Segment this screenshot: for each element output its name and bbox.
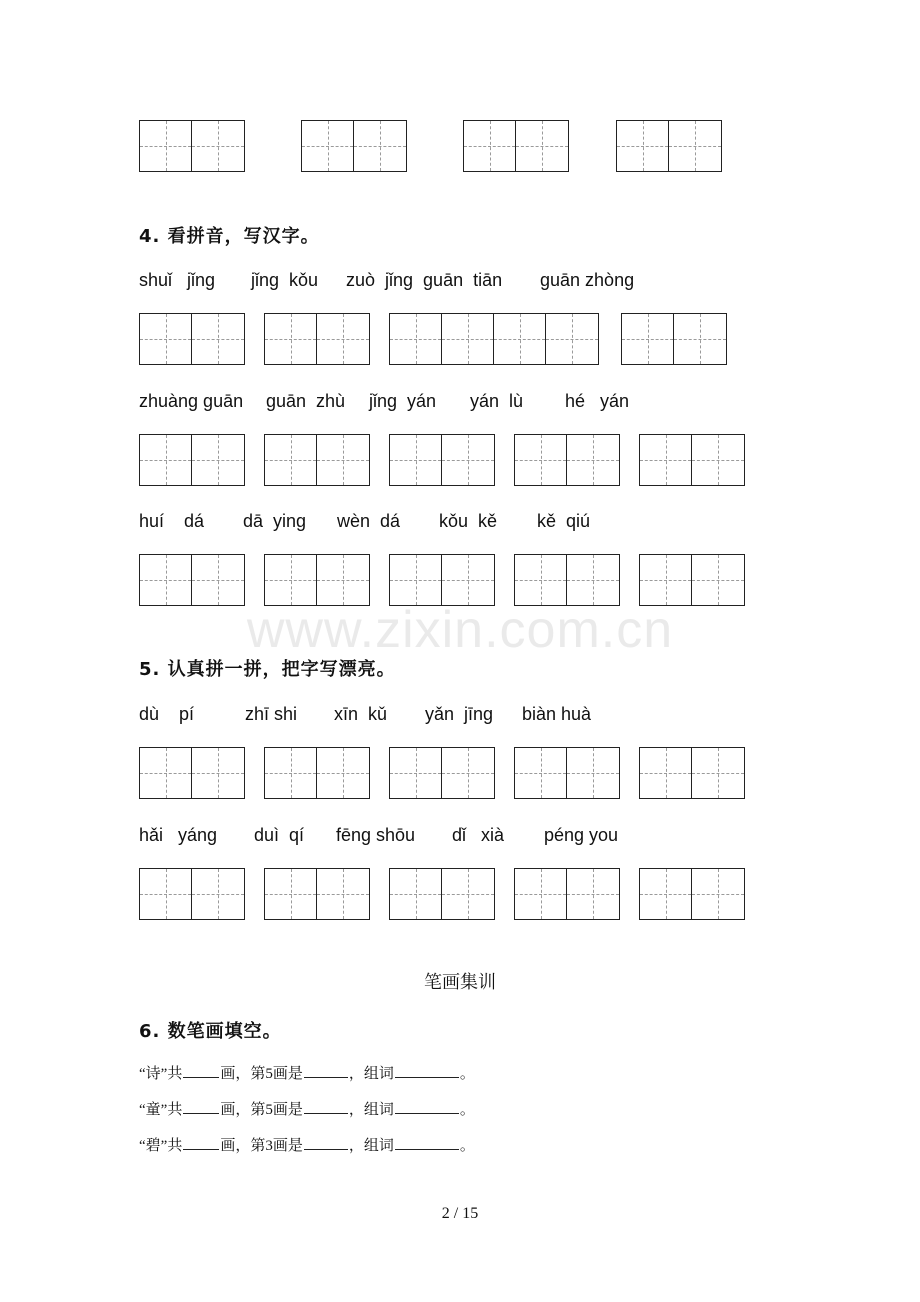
pinyin-row — [0, 270, 920, 296]
writing-grid[interactable] — [264, 554, 370, 606]
writing-grid[interactable] — [389, 747, 495, 799]
grid-cell[interactable] — [354, 121, 406, 171]
writing-grid[interactable] — [389, 554, 495, 606]
grid-cell[interactable] — [302, 121, 354, 171]
grid-cell[interactable] — [515, 555, 567, 605]
blank-stroke[interactable] — [304, 1099, 348, 1114]
grid-cell[interactable] — [617, 121, 669, 171]
grid-cell[interactable] — [669, 121, 721, 171]
pinyin-word: jǐng kǒu — [251, 270, 319, 290]
writing-grid[interactable] — [639, 434, 745, 486]
writing-grid[interactable] — [616, 120, 722, 172]
pinyin-word: huí dá — [139, 511, 205, 531]
grid-cell[interactable] — [442, 435, 494, 485]
grid-cell[interactable] — [692, 748, 744, 798]
pinyin-word: yǎn jīng — [425, 704, 494, 724]
blank-word[interactable] — [395, 1063, 459, 1078]
writing-grid[interactable] — [463, 120, 569, 172]
page-number: 2 / 15 — [441, 1205, 479, 1222]
grid-cell[interactable] — [317, 314, 369, 364]
pinyin-word: wèn dá — [337, 511, 401, 531]
writing-grid[interactable] — [389, 868, 495, 920]
grid-cell[interactable] — [515, 869, 567, 919]
blank-stroke[interactable] — [304, 1063, 348, 1078]
grid-cell[interactable] — [567, 555, 619, 605]
grid-cell[interactable] — [317, 555, 369, 605]
fill-text: “诗”共 — [139, 1066, 183, 1082]
fill-text: 画，第5画是 — [220, 1066, 303, 1082]
writing-grid[interactable] — [514, 434, 620, 486]
blank-stroke-count[interactable] — [183, 1063, 219, 1078]
grid-cell[interactable] — [192, 121, 244, 171]
pinyin-word: zuò jǐng guān tiān — [346, 270, 503, 290]
pinyin-word: yán lù — [470, 391, 524, 411]
fill-text: “童”共 — [139, 1102, 183, 1118]
grid-cell[interactable] — [192, 435, 244, 485]
pinyin-word: dǐ xià — [452, 825, 505, 845]
grid-cell[interactable] — [265, 869, 317, 919]
grid-cell[interactable] — [494, 314, 546, 364]
writing-grid[interactable] — [301, 120, 407, 172]
watermark: www.zixin.com.cn — [246, 601, 674, 659]
pinyin-word: dù pí — [139, 704, 195, 724]
writing-grid[interactable] — [639, 868, 745, 920]
writing-grid[interactable] — [514, 747, 620, 799]
grid-cell[interactable] — [692, 435, 744, 485]
grid-row — [0, 434, 920, 488]
fill-text: “碧”共 — [139, 1138, 183, 1154]
grid-cell[interactable] — [640, 748, 692, 798]
grid-cell[interactable] — [192, 314, 244, 364]
writing-grid[interactable] — [139, 434, 245, 486]
fill-text: 画，第3画是 — [220, 1138, 303, 1154]
grid-cell[interactable] — [515, 748, 567, 798]
writing-grid[interactable] — [139, 868, 245, 920]
writing-grid[interactable] — [389, 434, 495, 486]
writing-grid[interactable] — [514, 868, 620, 920]
grid-cell[interactable] — [140, 555, 192, 605]
grid-cell[interactable] — [442, 555, 494, 605]
grid-cell[interactable] — [317, 435, 369, 485]
grid-cell[interactable] — [640, 555, 692, 605]
grid-cell[interactable] — [317, 869, 369, 919]
pinyin-word: duì qí — [254, 825, 305, 845]
grid-cell[interactable] — [140, 314, 192, 364]
grid-cell[interactable] — [567, 869, 619, 919]
writing-grid[interactable] — [264, 434, 370, 486]
grid-cell[interactable] — [567, 748, 619, 798]
grid-cell[interactable] — [192, 555, 244, 605]
grid-cell[interactable] — [692, 869, 744, 919]
fill-blank-line — [139, 1098, 475, 1119]
grid-cell[interactable] — [464, 121, 516, 171]
writing-grid[interactable] — [639, 554, 745, 606]
grid-cell[interactable] — [567, 435, 619, 485]
fill-text: ，组词 — [348, 1138, 394, 1154]
pinyin-word: fēng shōu — [336, 825, 416, 845]
grid-cell[interactable] — [622, 314, 674, 364]
grid-cell[interactable] — [640, 869, 692, 919]
stroke-section-title: 笔画集训 — [424, 972, 496, 993]
grid-cell[interactable] — [640, 435, 692, 485]
section-5-heading: 5. 认真拼一拼，把字写漂亮。 — [139, 659, 396, 680]
grid-cell[interactable] — [140, 121, 192, 171]
fill-text: 。 — [459, 1102, 475, 1118]
grid-cell[interactable] — [265, 314, 317, 364]
writing-grid[interactable] — [639, 747, 745, 799]
pinyin-word: jǐng yán — [369, 391, 437, 411]
grid-cell[interactable] — [192, 748, 244, 798]
writing-grid[interactable] — [264, 747, 370, 799]
writing-grid[interactable] — [264, 868, 370, 920]
grid-cell[interactable] — [674, 314, 726, 364]
section-6-heading: 6. 数笔画填空。 — [139, 1021, 282, 1042]
grid-row — [0, 313, 920, 367]
fill-blank-line — [139, 1134, 475, 1155]
blank-word[interactable] — [395, 1099, 459, 1114]
grid-cell[interactable] — [390, 748, 442, 798]
grid-cell[interactable] — [140, 748, 192, 798]
fill-text: 。 — [459, 1066, 475, 1082]
grid-cell[interactable] — [192, 869, 244, 919]
blank-stroke-count[interactable] — [183, 1135, 219, 1150]
grid-cell[interactable] — [265, 435, 317, 485]
pinyin-word: zhī shi — [245, 704, 298, 724]
writing-grid[interactable] — [389, 313, 599, 365]
grid-cell[interactable] — [265, 555, 317, 605]
section-4-heading: 4. 看拼音，写汉字。 — [139, 226, 320, 247]
writing-grid[interactable] — [139, 313, 245, 365]
pinyin-word: biàn huà — [522, 704, 592, 724]
fill-text: 画，第5画是 — [220, 1102, 303, 1118]
writing-grid[interactable] — [139, 554, 245, 606]
pinyin-word: kě qiú — [537, 511, 591, 531]
grid-cell[interactable] — [546, 314, 598, 364]
pinyin-row — [0, 511, 920, 537]
blank-stroke-count[interactable] — [183, 1099, 219, 1114]
grid-cell[interactable] — [442, 748, 494, 798]
blank-word[interactable] — [395, 1135, 459, 1150]
pinyin-word: hǎi yáng — [139, 825, 218, 845]
pinyin-word: dā ying — [243, 511, 307, 531]
grid-cell[interactable] — [390, 435, 442, 485]
fill-blank-line — [139, 1062, 475, 1083]
grid-cell[interactable] — [442, 314, 494, 364]
writing-grid[interactable] — [514, 554, 620, 606]
writing-grid[interactable] — [139, 747, 245, 799]
pinyin-word: xīn kǔ — [334, 704, 388, 724]
pinyin-word: péng you — [544, 825, 619, 845]
pinyin-row — [0, 391, 920, 417]
grid-cell[interactable] — [390, 869, 442, 919]
grid-cell[interactable] — [265, 748, 317, 798]
pinyin-word: shuǐ jǐng — [139, 270, 216, 290]
grid-cell[interactable] — [390, 314, 442, 364]
grid-row-top — [0, 120, 920, 174]
pinyin-row — [0, 825, 920, 851]
grid-cell[interactable] — [516, 121, 568, 171]
grid-cell[interactable] — [140, 869, 192, 919]
fill-text: ，组词 — [348, 1066, 394, 1082]
grid-cell[interactable] — [317, 748, 369, 798]
grid-cell[interactable] — [442, 869, 494, 919]
writing-grid[interactable] — [264, 313, 370, 365]
pinyin-word: zhuàng guān — [139, 391, 244, 411]
blank-stroke[interactable] — [304, 1135, 348, 1150]
grid-cell[interactable] — [515, 435, 567, 485]
grid-cell[interactable] — [390, 555, 442, 605]
pinyin-word: hé yán — [565, 391, 630, 411]
grid-row — [0, 868, 920, 922]
grid-cell[interactable] — [140, 435, 192, 485]
writing-grid[interactable] — [621, 313, 727, 365]
fill-text: ，组词 — [348, 1102, 394, 1118]
writing-grid[interactable] — [139, 120, 245, 172]
pinyin-word: guān zhù — [266, 391, 346, 411]
fill-text: 。 — [459, 1138, 475, 1154]
pinyin-word: kǒu kě — [439, 511, 498, 531]
grid-cell[interactable] — [692, 555, 744, 605]
pinyin-word: guān zhòng — [540, 270, 635, 290]
pinyin-row — [0, 704, 920, 730]
grid-row — [0, 747, 920, 801]
